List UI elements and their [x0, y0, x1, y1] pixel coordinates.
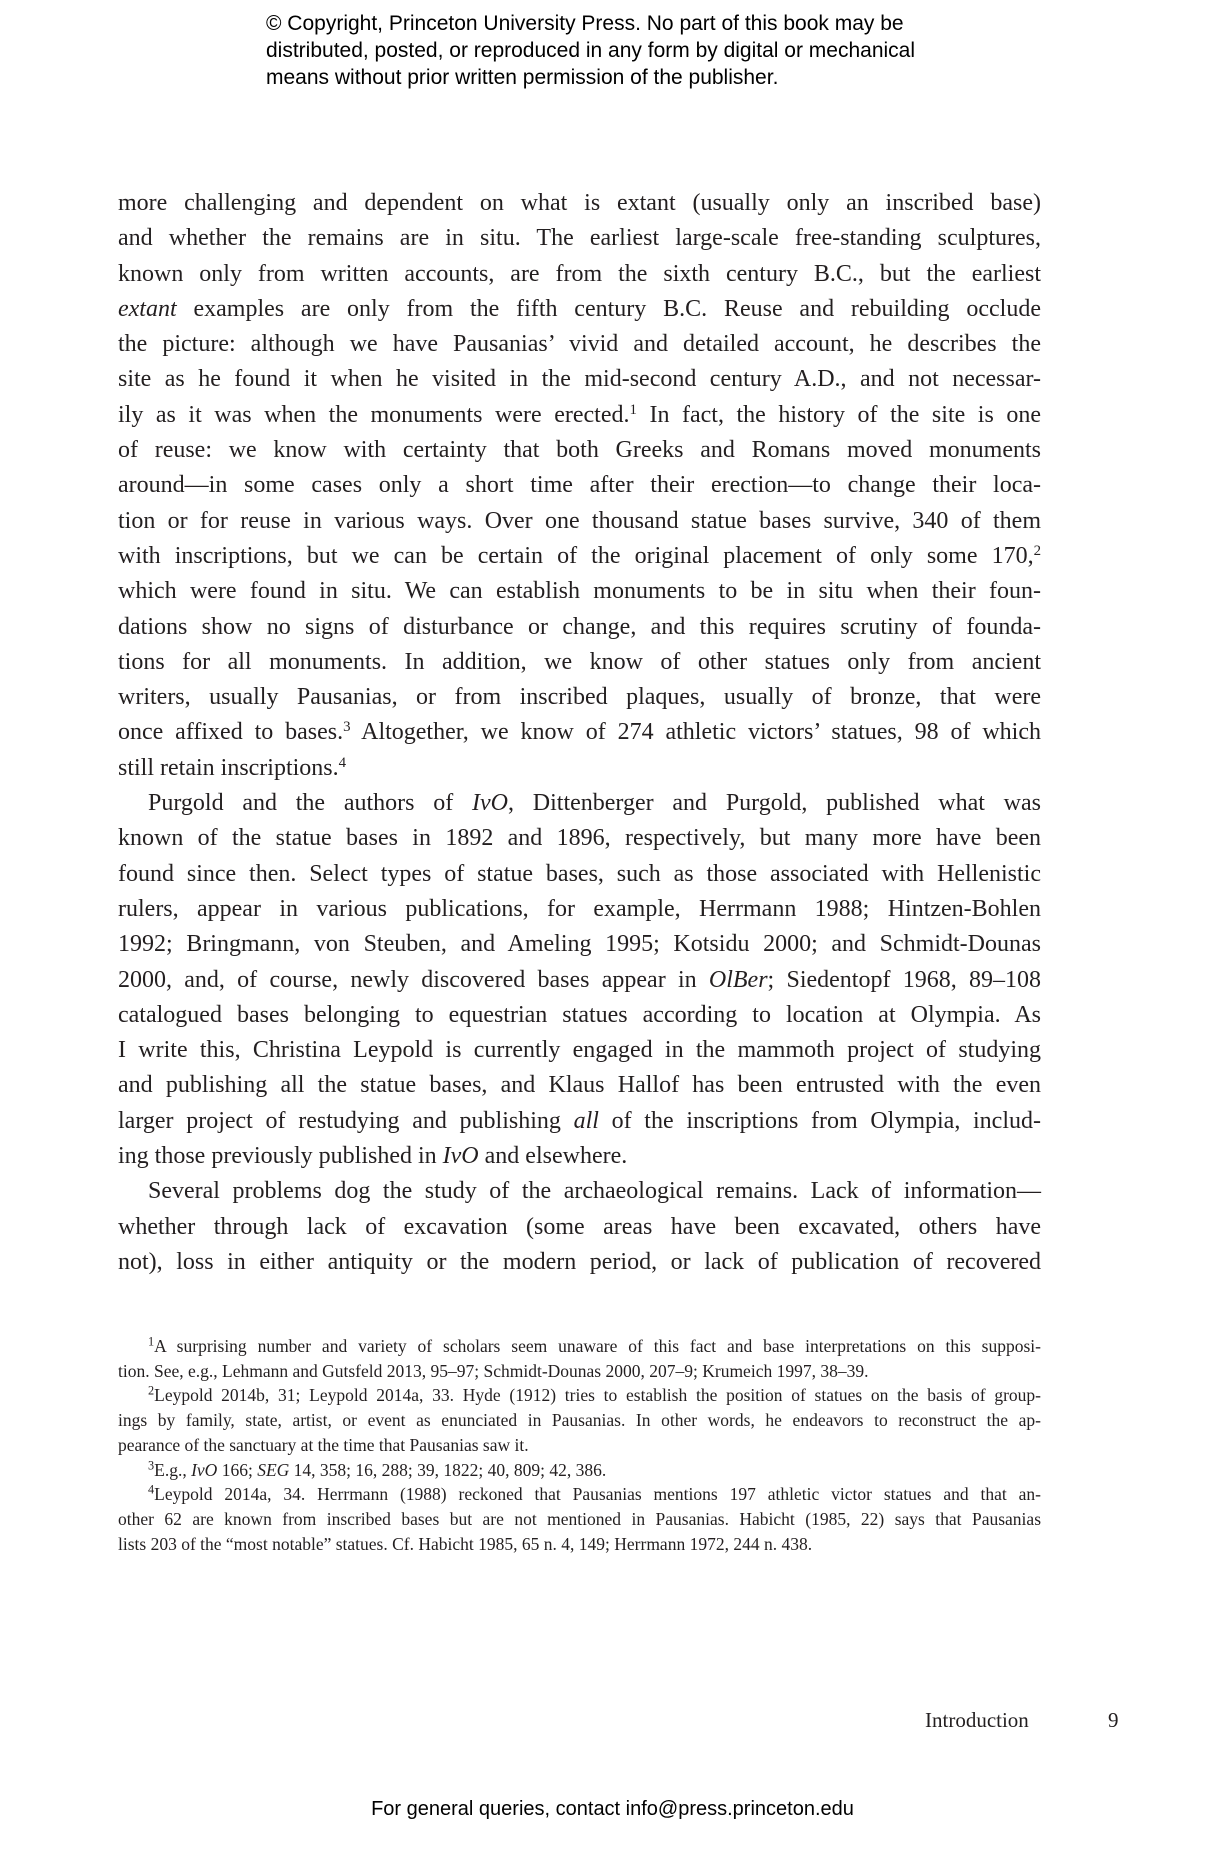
italic-text: SEG	[257, 1459, 290, 1480]
text-segment: ings by family, state, artist, or event as enunciated in Pausanias. In other words, he endeavors to reconstruct the ap-	[118, 1410, 1041, 1431]
body-line	[118, 539, 1041, 574]
body-line	[118, 1245, 1041, 1280]
body-line	[118, 1104, 1041, 1139]
text-segment: 1992; Bringmann, von Steuben, and Ameling 1995; Kotsidu 2000; and Schmidt-Dounas	[118, 931, 1041, 958]
body-line	[118, 998, 1041, 1033]
body-line	[118, 857, 1041, 892]
body-line	[118, 927, 1041, 962]
text-segment: Several problems dog the study of the archaeological remains. Lack of information—	[148, 1178, 1041, 1205]
body-line	[118, 186, 1041, 221]
text-segment: rulers, appear in various publications, for example, Herrmann 1988; Hintzen-Bohlen	[118, 895, 1041, 922]
page-number: 9	[1108, 1708, 1119, 1732]
body-line	[118, 574, 1041, 609]
body-line	[118, 892, 1041, 927]
text-segment: examples are only from the fifth century B.C. Reuse and rebuilding occlude	[176, 295, 1041, 322]
body-line	[118, 362, 1041, 397]
text-segment: tions for all monuments. In addition, we know of other statues only from ancient	[118, 648, 1041, 675]
body-line	[118, 433, 1041, 468]
footnote-line	[118, 1532, 1041, 1557]
body-line	[118, 610, 1041, 645]
text-segment: Purgold and the authors of	[148, 790, 473, 817]
text-segment: other 62 are known from inscribed bases but are not mentioned in Pausanias. Habicht (1985, 22) says that Pausanias	[118, 1508, 1041, 1529]
contact-line: For general queries, contact info@press.princeton.edu	[371, 1798, 854, 1820]
text-segment: of the inscriptions from Olympia, includ-	[598, 1107, 1041, 1134]
text-segment: tion or for reuse in various ways. Over one thousand statue bases survive, 340 of them	[118, 507, 1041, 534]
body-line	[118, 504, 1041, 539]
text-segment: and elsewhere.	[478, 1143, 628, 1170]
body-line	[118, 680, 1041, 715]
footnotes	[118, 1334, 1041, 1556]
body-line	[118, 257, 1041, 292]
footnote-marker: 4	[148, 1482, 155, 1497]
body-line	[118, 398, 1041, 433]
text-segment: catalogued bases belonging to equestrian statues according to location at Olympia. As	[118, 1001, 1041, 1028]
footnote-marker: 2	[148, 1383, 155, 1398]
body-line	[118, 1174, 1041, 1209]
text-segment: writers, usually Pausanias, or from inscribed plaques, usually of bronze, that were	[118, 684, 1041, 711]
footnote-marker: 1	[629, 401, 637, 418]
footnote-line	[118, 1334, 1041, 1359]
text-segment: with inscriptions, but we can be certain of the original placement of only some 170,	[118, 542, 1034, 569]
body-line	[118, 786, 1041, 821]
body-line	[118, 468, 1041, 503]
italic-text: IvO	[191, 1459, 218, 1480]
italic-text: OlBer	[708, 966, 768, 993]
text-segment: and whether the remains are in situ. The earliest large-scale free-standing sculptures,	[118, 225, 1041, 252]
body-line	[118, 1068, 1041, 1103]
footnote-line	[118, 1433, 1041, 1458]
text-segment: which were found in situ. We can establish monuments to be in situ when their foun-	[118, 578, 1041, 605]
text-segment: Altogether, we know of 274 athletic victors’ statues, 98 of which	[350, 719, 1042, 746]
body-text	[118, 186, 1041, 1280]
copyright-line: distributed, posted, or reproduced in any form by digital or mechanical	[266, 39, 916, 62]
text-segment: and publishing all the statue bases, and Klaus Hallof has been entrusted with the even	[118, 1072, 1041, 1099]
body-line	[118, 221, 1041, 256]
text-segment: larger project of restudying and publishing	[118, 1107, 574, 1134]
italic-text: all	[573, 1107, 599, 1134]
body-line	[118, 751, 1041, 786]
text-segment: lists 203 of the “most notable” statues. Cf. Habicht 1985, 65 n. 4, 149; Herrmann 1972, 244 n. 438.	[118, 1533, 813, 1554]
text-segment: pearance of the sanctuary at the time that Pausanias saw it.	[118, 1434, 529, 1455]
text-segment: once affixed to bases.	[118, 719, 344, 746]
body-line	[118, 645, 1041, 680]
text-segment: around—in some cases only a short time after their erection—to change their loca-	[118, 472, 1041, 499]
text-segment: Leypold 2014a, 34. Herrmann (1988) reckoned that Pausanias mentions 197 athletic victor statues and that an-	[154, 1484, 1041, 1505]
footnote-line	[118, 1507, 1041, 1532]
text-segment: known only from written accounts, are from the sixth century B.C., but the earliest	[118, 260, 1041, 287]
text-segment: tion. See, e.g., Lehmann and Gutsfeld 2013, 95–97; Schmidt-Dounas 2000, 207–9; Krumeich 1997, 38–39.	[118, 1360, 869, 1381]
text-segment: ing those previously published in	[118, 1143, 443, 1170]
body-line	[118, 821, 1041, 856]
text-segment: of reuse: we know with certainty that both Greeks and Romans moved monuments	[118, 437, 1041, 464]
body-line	[118, 327, 1041, 362]
text-segment: 166;	[217, 1459, 258, 1480]
text-segment: A surprising number and variety of scholars seem unaware of this fact and base interpretations on this supposi-	[154, 1336, 1041, 1356]
footnote-line	[118, 1383, 1041, 1408]
footnote-line	[118, 1458, 1041, 1483]
footnote-marker: 1	[148, 1334, 155, 1349]
text-segment: ; Siedentopf 1968, 89–108	[767, 966, 1041, 993]
body-line	[118, 1210, 1041, 1245]
footnote-marker: 4	[338, 754, 347, 771]
italic-text: IvO	[442, 1143, 479, 1170]
footnote-line	[118, 1359, 1041, 1384]
footnote-marker: 3	[148, 1457, 155, 1472]
body-line	[118, 1139, 1041, 1174]
text-segment: Leypold 2014b, 31; Leypold 2014a, 33. Hyde (1912) tries to establish the position of statues on the basis of group-	[154, 1385, 1041, 1406]
text-segment: more challenging and dependent on what is extant (usually only an inscribed base)	[118, 190, 1041, 216]
text-segment: known of the statue bases in 1892 and 1896, respectively, but many more have been	[118, 825, 1041, 852]
text-segment: the picture: although we have Pausanias’ vivid and detailed account, he describes the	[118, 331, 1041, 358]
body-line	[118, 963, 1041, 998]
text-segment: not), loss in either antiquity or the modern period, or lack of publication of recovered	[118, 1248, 1041, 1275]
text-segment: I write this, Christina Leypold is currently engaged in the mammoth project of studying	[118, 1037, 1041, 1064]
text-segment: whether through lack of excavation (some areas have been excavated, others have	[118, 1213, 1041, 1240]
body-line	[118, 1033, 1041, 1068]
footnote-marker: 3	[343, 719, 351, 736]
copyright-line: © Copyright, Princeton University Press. No part of this book may be	[266, 12, 904, 35]
text-segment: site as he found it when he visited in the mid-second century A.D., and not necessar-	[118, 366, 1041, 393]
running-footer-section: Introduction	[925, 1708, 1029, 1732]
text-segment: , Dittenberger and Purgold, published what was	[508, 790, 1041, 817]
copyright-notice	[266, 10, 915, 91]
text-segment: E.g.,	[154, 1459, 192, 1480]
footnote-marker: 2	[1033, 542, 1041, 559]
text-segment: found since then. Select types of statue bases, such as those associated with Hellenistic	[118, 860, 1041, 887]
text-segment: dations show no signs of disturbance or change, and this requires scrutiny of founda-	[118, 613, 1041, 640]
text-segment: still retain inscriptions.	[118, 754, 339, 781]
italic-text: extant	[118, 295, 177, 322]
body-line	[118, 715, 1041, 750]
text-segment: 14, 358; 16, 288; 39, 1822; 40, 809; 42, 386.	[289, 1459, 607, 1480]
text-segment: In fact, the history of the site is one	[636, 401, 1041, 428]
body-line	[118, 292, 1041, 327]
footnote-line	[118, 1482, 1041, 1507]
italic-text: IvO	[472, 790, 509, 817]
text-segment: 2000, and, of course, newly discovered bases appear in	[118, 966, 709, 993]
text-segment: ily as it was when the monuments were erected.	[118, 401, 630, 428]
copyright-line: means without prior written permission of the publisher.	[266, 66, 779, 89]
footnote-line	[118, 1408, 1041, 1433]
